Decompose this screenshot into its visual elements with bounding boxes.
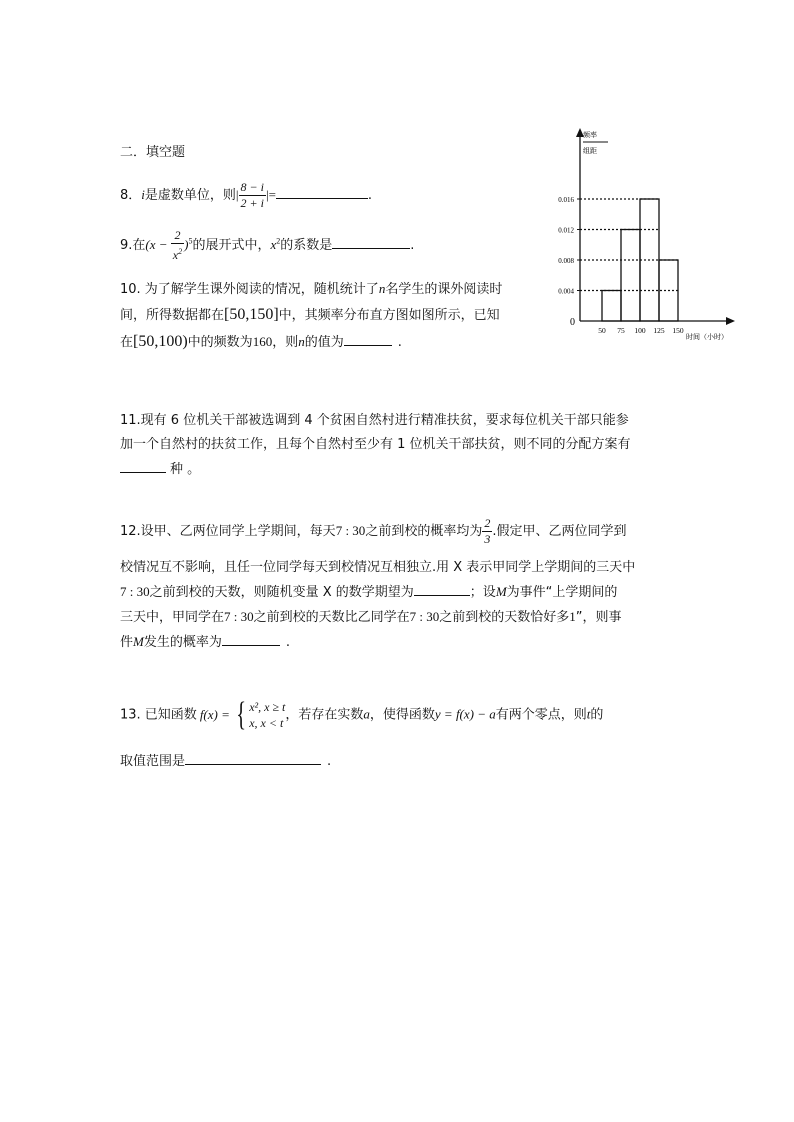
y-tick-label: 0.004: [558, 287, 574, 296]
q9-denominator: [171, 244, 184, 263]
q12-line-3: [120, 581, 617, 600]
q12-text-a: 12.设甲、乙两位同学上学期间，每天: [120, 524, 336, 539]
q12-line-5: [120, 631, 290, 650]
q10-n2: n: [298, 334, 305, 349]
q12-text-l: 发生的概率为: [143, 635, 222, 650]
q10-line-2: [120, 304, 500, 324]
q10-text-h: 的值为: [304, 335, 344, 350]
q12-expectation-blank[interactable]: [414, 583, 470, 596]
q10-line-3: [120, 331, 402, 351]
q9-expr-close: ): [184, 237, 189, 252]
q13-brace: {: [236, 696, 246, 733]
q12-text-h: 之前到校的天数比乙同学在: [253, 610, 410, 625]
q12-event-m: M: [495, 584, 507, 599]
q13-function: y = f(x) − a: [434, 706, 496, 722]
q10-text-a: 10. 为了解学生课外阅读的情况，随机统计了: [120, 282, 379, 297]
x-tick-label: 150: [672, 326, 684, 335]
q13-text-d: 有两个零点，则: [495, 707, 587, 723]
q10-text-c: 间，所得数据都在: [120, 308, 225, 323]
q12-text-k: 件: [120, 635, 134, 650]
x-tick-label: 100: [634, 326, 646, 335]
x-axis-arrow: [726, 317, 735, 325]
q8-end: .: [367, 188, 373, 203]
q13-line-2: [120, 750, 331, 769]
q13-piecewise-cases: [249, 699, 285, 731]
q11-line-3: [120, 458, 200, 477]
question-9: [120, 228, 414, 263]
histogram-chart: [540, 125, 740, 350]
q9-expr-open: (x −: [145, 237, 171, 252]
q10-frequency: 160: [252, 334, 273, 349]
q8-imaginary-unit: i: [141, 187, 145, 202]
q13-end: .: [327, 754, 332, 769]
q12-probability-fraction: [482, 516, 492, 547]
q9-den-exp: 2: [178, 247, 183, 256]
q13-text-f: 取值范围是: [120, 754, 186, 769]
histogram-bar-50-75: [602, 291, 621, 322]
q12-denominator: 3: [484, 532, 491, 546]
q9-term-exp: 2: [276, 236, 281, 246]
q9-den-base: x: [172, 248, 179, 262]
q12-time: 7 : 30: [335, 523, 366, 538]
q12-numerator: 2: [484, 516, 491, 530]
q13-fx: f(x) =: [199, 706, 230, 722]
y-tick-label: 0.016: [558, 196, 574, 204]
section-title: 二．填空题: [120, 145, 186, 160]
q13-a: a: [363, 706, 370, 722]
q9-text: 的展开式中，: [192, 238, 271, 253]
q10-n: n: [378, 281, 386, 296]
q8-numerator: 8 − i: [240, 180, 264, 194]
q12-text-e: ；设: [469, 585, 496, 600]
q12-text-d: 之前到校的天数，则随机变量 X 的数学期望为: [149, 585, 414, 600]
q9-text2: 的系数是: [280, 238, 333, 253]
q9-exponent: 5: [188, 236, 193, 246]
q12-text-b: 之前到校的概率均为: [365, 524, 483, 539]
x-tick-label: 75: [617, 326, 625, 335]
q11-line-1: 11.现有 6 位机关干部被选调到 4 个贫困自然村进行精准扶贫，要求每位机关干部只能参: [120, 413, 629, 428]
q10-interval-half: [50,100): [133, 333, 188, 350]
q12-time-3: 7 : 30: [224, 609, 254, 624]
q12-end: .: [285, 635, 291, 650]
q12-text-j: ”，则事: [575, 610, 622, 625]
q12-line-2: 校情况互不影响，且任一位同学每天到校情况互相独立.用 X 表示甲同学上学期间的三天中: [120, 560, 636, 575]
y-tick-label: 0.008: [558, 257, 574, 265]
q9-answer-blank[interactable]: [332, 236, 410, 249]
q10-text-b: 名学生的课外阅读时: [385, 282, 503, 297]
q9-number: 9.在: [120, 238, 146, 253]
q8-number: 8．: [120, 188, 142, 203]
q12-text-f: 为事件“上学期间的: [506, 585, 618, 600]
q12-line-4: [120, 606, 622, 625]
q8-denominator: 2 + i: [240, 196, 264, 210]
q12-event-m-2: M: [133, 634, 144, 649]
y-tick-label: 0.012: [558, 226, 574, 235]
q13-case-1: x², x ≥ t: [249, 700, 286, 714]
q10-text-d: 中，其频率分布直方图如图所示，已知: [278, 308, 500, 323]
q10-text-g: ，则: [272, 335, 299, 350]
question-8: [120, 180, 372, 211]
y-label-bottom: 组距: [583, 147, 597, 155]
q9-term: x: [270, 237, 277, 252]
q9-numerator: 2: [171, 228, 184, 244]
q8-abs-right: |=: [265, 187, 276, 202]
origin-label: 0: [570, 317, 575, 328]
x-axis-label: 时间（小时）: [686, 333, 728, 341]
q13-text-b: ，若存在实数: [285, 707, 364, 723]
q12-text-i: 之前到校的天数恰好多: [439, 610, 570, 625]
q12-time-4: 7 : 30: [409, 609, 440, 624]
x-tick-label: 125: [653, 326, 665, 335]
q10-text-f: 中的频数为: [187, 335, 253, 350]
histogram-bar-75-100: [621, 230, 640, 322]
q8-abs-left: |: [235, 187, 239, 202]
q13-case-2: x, x < t: [249, 716, 284, 730]
q9-fraction: [171, 228, 184, 263]
q13-text-e: 的: [590, 707, 604, 723]
q12-text-c: .假定甲、乙两位同学到: [492, 524, 627, 539]
q13-text-c: ，使得函数: [369, 707, 435, 723]
q13-t: t: [586, 706, 591, 722]
q8-fraction: [239, 180, 266, 211]
q13-answer-blank[interactable]: [185, 752, 321, 765]
q11-answer-blank[interactable]: [120, 460, 166, 473]
x-tick-label: 50: [598, 326, 606, 335]
q12-text-g: 三天中，甲同学在: [120, 610, 225, 625]
y-label-top: 频率: [583, 131, 597, 139]
q12-time-2: 7 : 30: [120, 584, 150, 599]
q8-text: 是虚数单位，则: [144, 188, 236, 203]
q10-end: .: [397, 335, 402, 350]
q10-line-1: [120, 278, 502, 297]
q13-text-a: 13. 已知函数: [120, 707, 197, 723]
q13-line-1: [120, 698, 603, 732]
q10-text-e: 在: [120, 335, 134, 350]
q10-answer-blank[interactable]: [344, 333, 392, 346]
q11-end: 种 。: [170, 462, 201, 477]
q12-probability-blank[interactable]: [222, 633, 280, 646]
q9-end: .: [410, 238, 415, 253]
q11-line-2: 加一个自然村的扶贫工作，且每个自然村至少有 1 位机关干部扶贫，则不同的分配方案有: [120, 437, 631, 452]
q12-one: 1: [569, 609, 576, 624]
q8-answer-blank[interactable]: [276, 186, 368, 199]
q10-interval-full: [50,150]: [224, 306, 279, 323]
q12-line-1: [120, 516, 626, 547]
